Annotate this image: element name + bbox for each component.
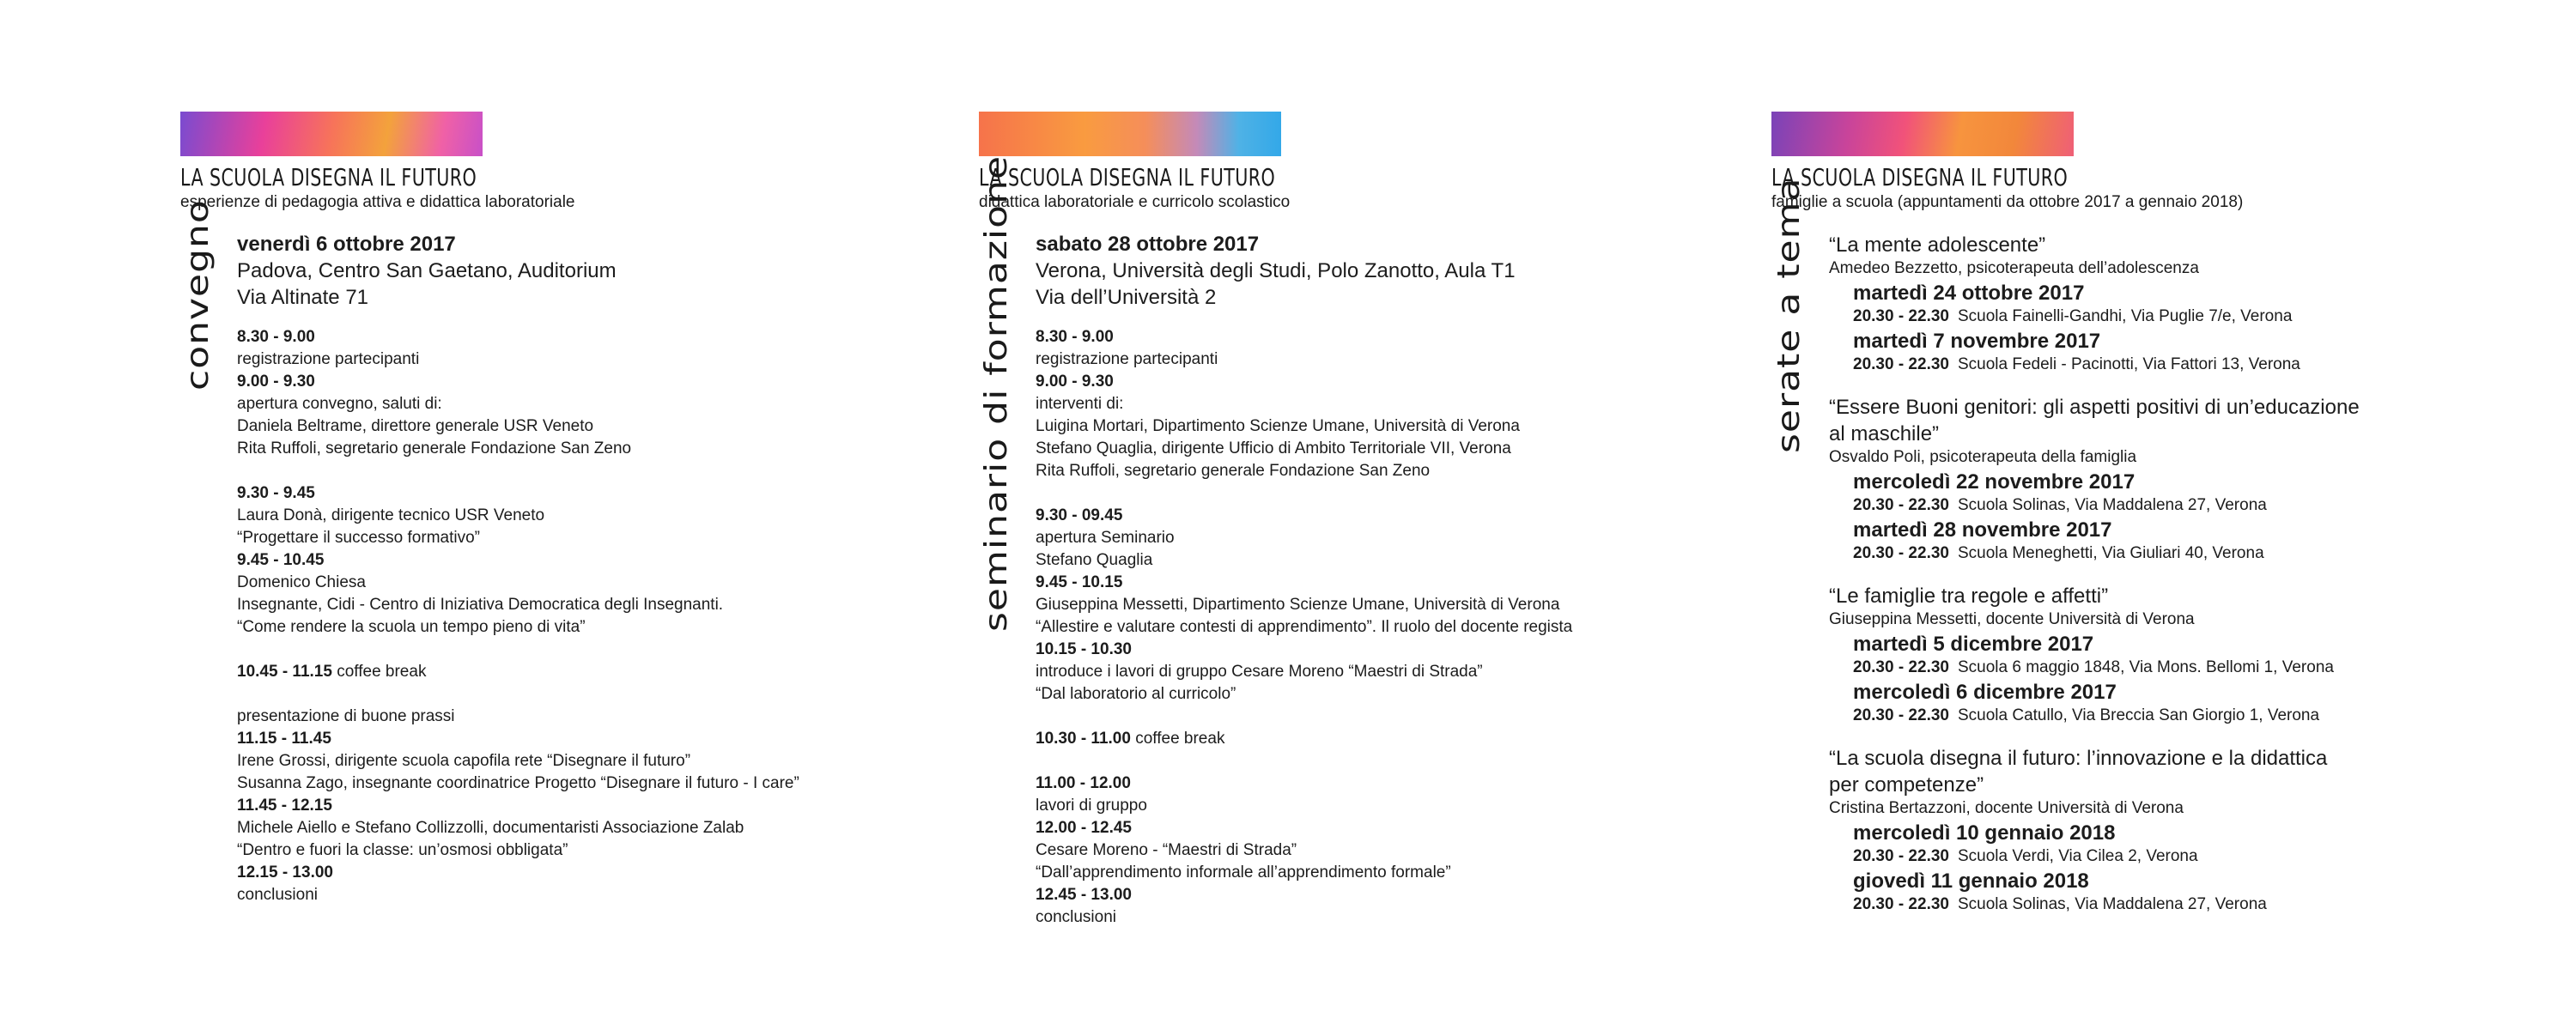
program-time: 10.15 - 10.30 — [1036, 640, 1132, 658]
program-item — [237, 326, 924, 371]
program-time: 9.30 - 09.45 — [1036, 506, 1123, 524]
event-time-place — [1853, 657, 2482, 678]
event-date: venerdì 6 ottobre 2017 — [237, 233, 456, 256]
program-item — [1036, 817, 1722, 884]
vertical-label: convegno — [180, 199, 216, 391]
event-speaker: Cristina Bertazzoni, docente Università di Verona — [1829, 799, 2184, 817]
event-time-place — [1853, 846, 2482, 867]
program-line: Stefano Quaglia, dirigente Ufficio di Ambito Territoriale VII, Verona — [1036, 439, 1511, 457]
event-time: 20.30 - 22.30 — [1853, 496, 1949, 514]
program-line: Giuseppina Messetti, Dipartimento Scienze Umane, Università di Verona — [1036, 596, 1560, 614]
program-line: lavori di gruppo — [1036, 797, 1147, 815]
panel-seminario — [979, 112, 1717, 970]
program-line: apertura Seminario — [1036, 529, 1175, 547]
event-place: Scuola Fedeli - Pacinotti, Via Fattori 13, Verona — [1957, 355, 2300, 373]
program-column — [237, 232, 924, 906]
event-title: “La scuola disegna il futuro: l’innovazione e la didattica — [1829, 747, 2328, 770]
vertical-label: serate a tema — [1771, 177, 1807, 453]
program-note: coffee break — [1135, 730, 1225, 748]
program-line — [237, 661, 924, 683]
event-time: 20.30 - 22.30 — [1853, 706, 1949, 724]
program-list — [237, 326, 924, 906]
program-time: 11.00 - 12.00 — [1036, 774, 1131, 792]
program-line: Irene Grossi, dirigente scuola capofila rete “Disegnare il futuro” — [237, 752, 691, 770]
program-line: conclusioni — [1036, 908, 1116, 926]
color-banner — [979, 112, 1281, 156]
event-day: mercoledì 22 novembre 2017 — [1853, 470, 2136, 494]
event-place: Scuola Fainelli-Gandhi, Via Puglie 7/e, Verona — [1957, 307, 2293, 325]
event-time-place — [1853, 894, 2482, 915]
event-day: martedì 5 dicembre 2017 — [1853, 633, 2094, 656]
program-item — [237, 549, 924, 639]
event-speaker: Giuseppina Messetti, docente Università di Verona — [1829, 610, 2195, 628]
program-item — [1036, 572, 1722, 639]
event-item — [1829, 583, 2482, 726]
program-line: interventi di: — [1036, 395, 1124, 413]
spacer — [1036, 750, 1722, 772]
panel-subtitle: didattica laboratoriale e curricolo scolastico — [979, 193, 1291, 211]
program-line: Daniela Beltrame, direttore generale USR Veneto — [237, 417, 594, 435]
program-item — [1036, 505, 1722, 572]
program-item — [237, 371, 924, 460]
event-dates — [1829, 821, 2482, 915]
event-day: mercoledì 6 dicembre 2017 — [1853, 681, 2117, 704]
program-time: 12.45 - 13.00 — [1036, 886, 1132, 904]
program-line: Insegnante, Cidi - Centro di Iniziativa Democratica degli Insegnanti. — [237, 596, 724, 614]
event-place: Scuola Meneghetti, Via Giuliari 40, Verona — [1957, 544, 2264, 562]
event-title: per competenze” — [1829, 773, 1984, 797]
event-place: Scuola Solinas, Via Maddalena 27, Verona — [1957, 496, 2267, 514]
spacer — [1036, 706, 1722, 728]
program-line: “Dall’apprendimento informale all’apprendimento formale” — [1036, 863, 1451, 882]
event-time: 20.30 - 22.30 — [1853, 658, 1949, 676]
program-item — [1036, 371, 1722, 482]
program-line: Luigina Mortari, Dipartimento Scienze Umane, Università di Verona — [1036, 417, 1520, 435]
program-line: “Come rendere la scuola un tempo pieno di vita” — [237, 618, 586, 636]
events-column — [1829, 232, 2482, 934]
event-day: martedì 24 ottobre 2017 — [1853, 282, 2085, 305]
event-time-place — [1853, 495, 2482, 516]
event-item — [1829, 745, 2482, 915]
program-line: Cesare Moreno - “Maestri di Strada” — [1036, 841, 1297, 859]
spacer — [237, 460, 924, 482]
spacer — [237, 683, 924, 706]
event-item — [1829, 394, 2482, 564]
panel-convegno — [180, 112, 919, 970]
program-line: conclusioni — [237, 886, 318, 904]
event-place: Scuola Verdi, Via Cilea 2, Verona — [1957, 847, 2198, 865]
program-time: 9.00 - 9.30 — [237, 373, 315, 391]
program-line — [1036, 728, 1722, 750]
program-note: coffee break — [337, 663, 427, 681]
program-item — [237, 795, 924, 862]
venue-line: Verona, Università degli Studi, Polo Zanotto, Aula T1 — [1036, 259, 1516, 282]
program-item — [237, 661, 924, 683]
event-dates — [1829, 632, 2482, 726]
color-banner — [180, 112, 483, 156]
program-line: apertura convegno, saluti di: — [237, 395, 442, 413]
panel-title: LA SCUOLA DISEGNA IL FUTURO — [1771, 163, 2069, 191]
event-place: Scuola Solinas, Via Maddalena 27, Verona — [1957, 895, 2267, 913]
program-line: Susanna Zago, insegnante coordinatrice Progetto “Disegnare il futuro - I care” — [237, 774, 799, 792]
vertical-label: seminario di formazione — [979, 154, 1014, 632]
event-day: martedì 28 novembre 2017 — [1853, 518, 2112, 542]
event-title: “Essere Buoni genitori: gli aspetti positivi di un’educazione — [1829, 396, 2360, 419]
venue-block — [1036, 232, 1722, 311]
program-item — [1036, 326, 1722, 371]
program-time: 12.15 - 13.00 — [237, 863, 333, 882]
program-line: Laura Donà, dirigente tecnico USR Veneto — [237, 506, 545, 524]
program-line: registrazione partecipanti — [237, 350, 420, 368]
program-line: Rita Ruffoli, segretario generale Fondazione San Zeno — [237, 439, 632, 457]
program-item — [1036, 639, 1722, 706]
program-time: 11.45 - 12.15 — [237, 797, 332, 815]
program-line: presentazione di buone prassi — [237, 707, 455, 725]
program-item — [1036, 728, 1722, 750]
event-title: al maschile” — [1829, 422, 1940, 445]
program-time: 10.45 - 11.15 — [237, 663, 332, 681]
event-time-place — [1853, 543, 2482, 564]
program-time: 8.30 - 9.00 — [1036, 328, 1114, 346]
program-item — [1036, 772, 1722, 817]
venue-line: Via dell’Università 2 — [1036, 286, 1217, 309]
event-dates — [1829, 281, 2482, 375]
program-item — [237, 482, 924, 549]
program-item — [237, 728, 924, 795]
event-time-place — [1853, 306, 2482, 327]
program-line: introduce i lavori di gruppo Cesare Moreno “Maestri di Strada” — [1036, 663, 1483, 681]
panel-title: LA SCUOLA DISEGNA IL FUTURO — [979, 163, 1276, 191]
event-title: “Le famiglie tra regole e affetti” — [1829, 585, 2109, 608]
event-time: 20.30 - 22.30 — [1853, 895, 1949, 913]
venue-block — [237, 232, 924, 311]
event-place: Scuola 6 maggio 1848, Via Mons. Bellomi 1, Verona — [1957, 658, 2334, 676]
program-list — [1036, 326, 1722, 929]
event-item — [1829, 232, 2482, 375]
program-item — [237, 706, 924, 728]
program-column — [1036, 232, 1722, 929]
spacer — [1036, 482, 1722, 505]
panel-serate — [1771, 112, 2510, 970]
program-line: “Allestire e valutare contesti di apprendimento”. Il ruolo del docente regista — [1036, 618, 1573, 636]
spacer — [237, 639, 924, 661]
program-time: 9.30 - 9.45 — [237, 484, 315, 502]
program-time: 10.30 - 11.00 — [1036, 730, 1131, 748]
program-time: 11.15 - 11.45 — [237, 730, 331, 748]
program-line: “Dentro e fuori la classe: un’osmosi obbligata” — [237, 841, 568, 859]
program-time: 9.45 - 10.15 — [1036, 573, 1123, 591]
event-speaker: Amedeo Bezzetto, psicoterapeuta dell’adolescenza — [1829, 259, 2199, 277]
event-time-place — [1853, 354, 2482, 375]
event-day: mercoledì 10 gennaio 2018 — [1853, 821, 2116, 845]
program-item — [237, 862, 924, 906]
venue-line: Padova, Centro San Gaetano, Auditorium — [237, 259, 617, 282]
panel-subtitle: famiglie a scuola (appuntamenti da ottobre 2017 a gennaio 2018) — [1771, 193, 2244, 211]
panel-title: LA SCUOLA DISEGNA IL FUTURO — [180, 163, 477, 191]
event-time: 20.30 - 22.30 — [1853, 355, 1949, 373]
event-day: giovedì 11 gennaio 2018 — [1853, 869, 2089, 893]
program-line: Stefano Quaglia — [1036, 551, 1153, 569]
program-line: “Dal laboratorio al curricolo” — [1036, 685, 1236, 703]
event-date: sabato 28 ottobre 2017 — [1036, 233, 1260, 256]
program-line: registrazione partecipanti — [1036, 350, 1218, 368]
event-speaker: Osvaldo Poli, psicoterapeuta della famiglia — [1829, 448, 2137, 466]
event-time-place — [1853, 706, 2482, 726]
event-time: 20.30 - 22.30 — [1853, 544, 1949, 562]
program-time: 8.30 - 9.00 — [237, 328, 315, 346]
program-time: 9.45 - 10.45 — [237, 551, 325, 569]
program-time: 12.00 - 12.45 — [1036, 819, 1132, 837]
event-time: 20.30 - 22.30 — [1853, 847, 1949, 865]
event-dates — [1829, 470, 2482, 564]
program-line: Domenico Chiesa — [237, 573, 366, 591]
program-item — [1036, 884, 1722, 929]
color-banner — [1771, 112, 2074, 156]
event-place: Scuola Catullo, Via Breccia San Giorgio 1, Verona — [1957, 706, 2320, 724]
program-line: “Progettare il successo formativo” — [237, 529, 480, 547]
program-line: Rita Ruffoli, segretario generale Fondazione San Zeno — [1036, 462, 1431, 480]
event-day: martedì 7 novembre 2017 — [1853, 330, 2101, 353]
venue-line: Via Altinate 71 — [237, 286, 369, 309]
event-time: 20.30 - 22.30 — [1853, 307, 1949, 325]
program-line: Michele Aiello e Stefano Collizzolli, documentaristi Associazione Zalab — [237, 819, 744, 837]
event-title: “La mente adolescente” — [1829, 233, 2046, 257]
panel-subtitle: esperienze di pedagogia attiva e didattica laboratoriale — [180, 193, 575, 211]
program-time: 9.00 - 9.30 — [1036, 373, 1114, 391]
